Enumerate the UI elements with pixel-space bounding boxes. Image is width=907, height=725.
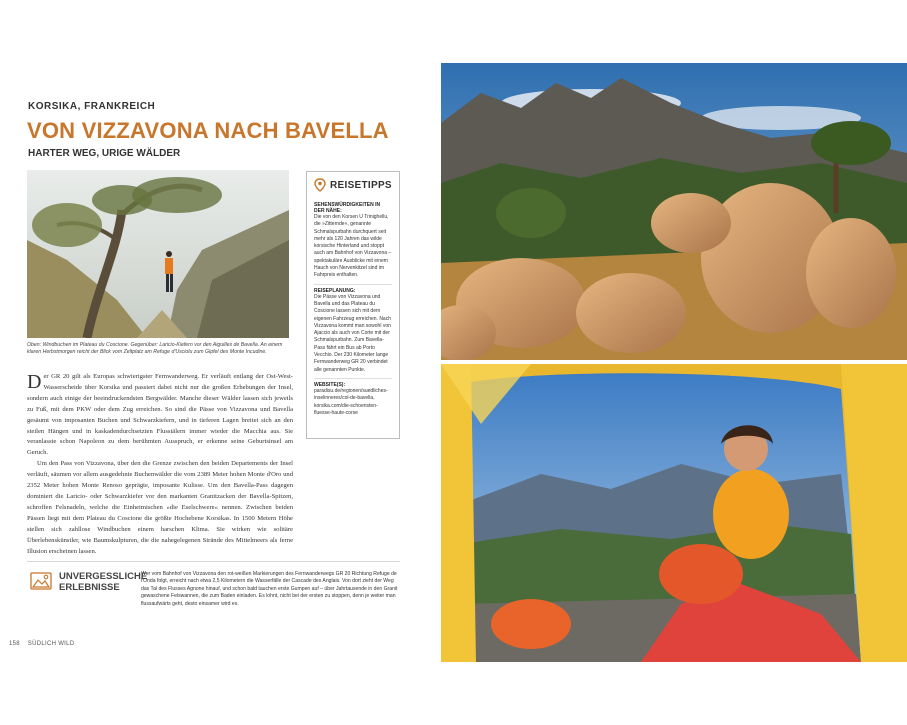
forest-hiker-photo	[27, 170, 289, 338]
paragraph-1	[27, 372, 293, 459]
travel-tips-box	[306, 171, 400, 439]
paragraph-1-text: er GR 20 gilt als Europas schwierigster Fernwanderweg. Er verläuft entlang der Ost-West-Wasserscheide über Korsika und passiert dabei nicht nur die großen Erhebungen der Insel, sondern auch einige der beeindruckendsten Bergwälder. Manche dieser Wälder lassen sich jeweils zu Fuß, mit dem PKW oder dem Zug erreichen. So sind die Pässe von Vizzavona und Bavella gesäumt von imposanten Buchen und Schwarzkiefern, und in tieferen Lagen breitet sich an den steilen Hängen und in kaskadendurchsetzten Flusstälern immer wieder die Macchia aus. Sie veranlasste schon Napoleon zu dem berühmten Ausspruch, er erkenne seine Geburtsinsel am Geruch.	[27, 373, 293, 457]
tips-divider	[314, 284, 392, 285]
granite-rocks-photo	[441, 63, 907, 360]
unforgettable-title-line-2: ERLEBNISSE	[59, 582, 120, 593]
region-kicker: KORSIKA, FRANKREICH	[28, 101, 156, 112]
tips-heading-planning: REISEPLANUNG:	[314, 287, 356, 294]
article-title: VON VIZZAVONA NACH BAVELLA	[27, 118, 389, 143]
tips-text-planning: Die Pässe von Vizzavona und Bavella und das Plateau du Coscione lassen sich mit dem eigenen Fahrzeug erreichen. Nach Vizzavona kommt man sowohl von Ajaccio als auch von Corte mit der Schmalspurbahn. Zum Bavella-Pass fährt ein Bus ab Porto Vecchio. Der 230 Kilometer lange Fernwanderweg GR 20 verbindet alle genannten Punkte.	[314, 293, 391, 373]
tips-text-sights: Die von den Korsen U Trinighellu, die »Zitternde«, genannte Schmalspurbahn durchquert seit mehr als 120 Jahren das wilde korsische Hinterland und stoppt auch am Bahnhof von Vizzavona – spektakuläre Ausblicke mit einem Hauch von Nervenkitzel sind im Fahrpreis enthalten.	[314, 214, 392, 279]
unforgettable-title	[59, 571, 147, 593]
tips-heading-sights: SEHENSWÜRDIGKEITEN IN DER NÄHE:	[314, 202, 381, 214]
tips-text-websites: paradisu.de/regionen/suedliches-inselinneres/col-de-bavella, korsika.com/die-schoensten-fluesse-haute-corse	[314, 387, 388, 416]
page-footer	[9, 641, 74, 647]
photo-caption: Oben: Windbuchen im Plateau du Coscione. Gegenüber: Laricio-Kiefern vor den Aiguilles de Bavella. An einem klaren Herbstmorgen reicht der Blick vom Zeltplatz am Refuge d'Usciolu zum Gipfel des Monte Incudine.	[27, 342, 283, 356]
tent-camper-photo	[441, 364, 907, 662]
article-body	[27, 372, 293, 557]
tips-title: REISETIPPS	[330, 179, 392, 191]
paragraph-2: Um den Pass von Vizzavona, über den die Grenze zwischen den beiden Departements der Insel verläuft, säumen vor allem ausgedehnte Buchenwälder die vom 2389 Meter hohen Monte d'Oro und 2352 Meter hohen Monte Renoso geprägte, imposante Kulisse. Um den Bavella-Pass dagegen dominiert die Laricio- oder Schwarzkiefer vor den markanten Granitzacken der Bavella-Spitzen, schroffen Felsnadeln, welche die Einheimischen »die Eselschwere« nennen. Zwischen beiden Pässen liegt mit dem Plateau du Coscione die größte Hochebene Korsikas. In 1500 Metern Höhe stellen sich zahllose Windbuchen einem harschen Klima. Sie wirken wie solitäre Überlebenskünstler, wie Baumskulpturen, die die nahegelegenen Strände des Mittelmeers als ferne Illusion erscheinen lassen.	[27, 460, 293, 555]
section-divider	[27, 561, 400, 562]
tips-divider	[314, 378, 392, 379]
unforgettable-title-line-1: UNVERGESSLICHE	[59, 571, 148, 582]
map-pin-icon	[314, 178, 326, 192]
unforgettable-text: Wer vom Bahnhof von Vizzavona den rot-weißen Markierungen des Fernwanderwegs GR 20 Richtung Refuge de l'Onda folgt, erreicht nach etwa 2,5 Kilometern die Wasserfälle der Cascade des Anglais. Von dort zieht der Weg das Tal des Flusses Agnone hinauf, und schon bald tauchen erste Gumpen auf – über Jahrtausende in den Granit gewaschene Felswannen, die zum Baden einladen. Es lohnt, nicht bei der ersten zu stoppen, denn je weiter man flussaufwärts geht, desto einsamer wird es.	[141, 571, 398, 607]
dropcap: D	[27, 371, 42, 393]
running-head: SÜDLICH WILD	[27, 641, 75, 647]
page-number: 158	[9, 641, 20, 647]
article-subtitle: HARTER WEG, URIGE WÄLDER	[28, 148, 181, 159]
landscape-icon	[30, 571, 52, 591]
tips-heading-websites: WEBSITE(S):	[314, 381, 346, 388]
